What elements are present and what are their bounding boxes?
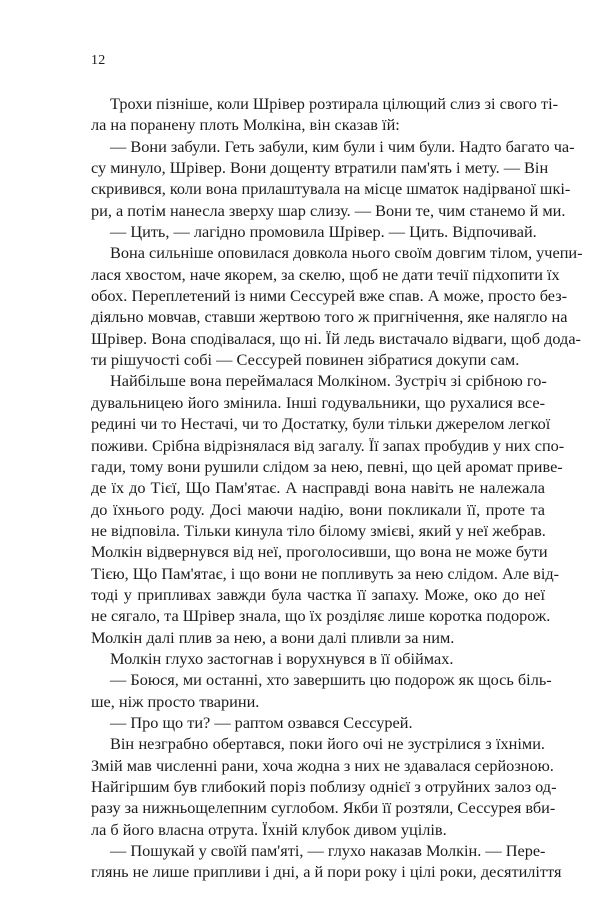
text-line: де їх до Тієї, Що Пам'ятає. А насправді вона навіть не належала	[91, 478, 545, 498]
text-line: Молкін відвернувся від неї, проголосивши, що вона не може бути	[91, 542, 548, 562]
text-line: ла б його власна отрута. Їхній клубок дивом уцілів.	[91, 819, 447, 839]
text-line: скривився, коли вона прилаштувала на місце шматок надірваної шкі-	[91, 179, 571, 199]
text-line: обох. Переплетений із ними Сессурей вже спав. А може, просто без-	[91, 286, 568, 306]
text-line: до їхнього роду. Досі маючи надію, вони покликали її, проте та	[91, 499, 545, 519]
text-line: су минуло, Шрівер. Вони дощенту втратили пам'ять і мету. — Він	[91, 158, 549, 178]
text-line: — Цить, — лагідно промовила Шрівер. — Цить. Відпочивай.	[110, 222, 537, 242]
text-line: глянь не лише припливи і дні, а й пори року і цілі роки, десятиліття	[91, 862, 562, 882]
text-line: ше, ніж просто тварини.	[91, 691, 260, 711]
text-line: разу за нижньощелепним суглобом. Якби її розтяли, Сессурея вби-	[91, 798, 556, 818]
text-line: Найбільше вона переймалася Молкіном. Зустріч зі срібною го-	[110, 371, 547, 391]
text-line: Шрівер. Вона сподівалася, що ні. Їй ледь вистачало відваги, щоб дода-	[91, 328, 581, 348]
text-line: — Вони забули. Геть забули, ким були і чим були. Надто багато ча-	[110, 136, 575, 156]
text-line: Молкін далі плив за нею, а вони далі пливли за ним.	[91, 627, 455, 647]
text-line: Він незграбно обертався, поки його очі не зустрілися з їхніми.	[110, 734, 545, 754]
text-line: ти рішучості собі — Сессурей повинен зібратися докупи сам.	[91, 350, 520, 370]
text-line: — Боюся, ми останні, хто завершить цю подорож як щось біль-	[110, 670, 552, 690]
text-line: ла на поранену плоть Молкіна, він сказав їй:	[91, 115, 400, 135]
text-line: не відповіла. Тільки кинула тіло білому змієві, який у неї жебрав.	[91, 520, 546, 540]
text-line: діяльно мовчав, ставши жертвою того ж пригнічення, яке налягло на	[91, 307, 568, 327]
text-line: гади, тому вони рушили слідом за нею, певні, що цей аромат приве-	[91, 456, 563, 476]
text-line: Молкін глухо застогнав і ворухнувся в її обіймах.	[110, 648, 454, 668]
text-line: ри, а потім нанесла зверху шар слизу. — Вони те, чим станемо й ми.	[91, 200, 566, 220]
page-number: 12	[91, 53, 106, 68]
text-line: поживи. Срібна відрізнялася від загалу. Її запах пробудив у них спо-	[91, 435, 565, 455]
text-line: Змій мав численні рани, хоча жодна з них не здавалася серйозною.	[91, 755, 554, 775]
text-line: Трохи пізніше, коли Шрівер розтирала цілющий слиз зі свого ті-	[110, 94, 559, 113]
text-line: редині чи то Нестачі, чи то Достатку, були тільки джерелом легкої	[91, 414, 551, 434]
text-line: лася хвостом, наче якорем, за скелю, щоб не дати течії підхопити їх	[91, 264, 560, 284]
text-line: тоді у припливах завжди була частка її запаху. Може, око до неї	[91, 584, 545, 604]
text-line: Вона сильніше оповилася довкола нього своїм довгим тілом, учепи-	[110, 243, 583, 263]
text-line: — Пошукай у своїй пам'яті, — глухо наказав Молкін. — Пере-	[110, 841, 546, 861]
text-line: не сягало, та Шрівер знала, що їх розділяє лише коротка подорож.	[91, 606, 551, 626]
text-line: дувальницею його змінила. Інші годувальники, що рухалися все-	[91, 392, 545, 412]
text-line: — Про що ти? — раптом озвався Сессурей.	[110, 712, 413, 732]
page-body-text	[91, 93, 583, 883]
text-line: Найгіршим був глибокий поріз поблизу однієї з отруйних залоз од-	[91, 777, 557, 796]
text-line: Тією, Що Пам'ятає, і що вони не попливуть за нею слідом. Але від-	[91, 563, 560, 583]
